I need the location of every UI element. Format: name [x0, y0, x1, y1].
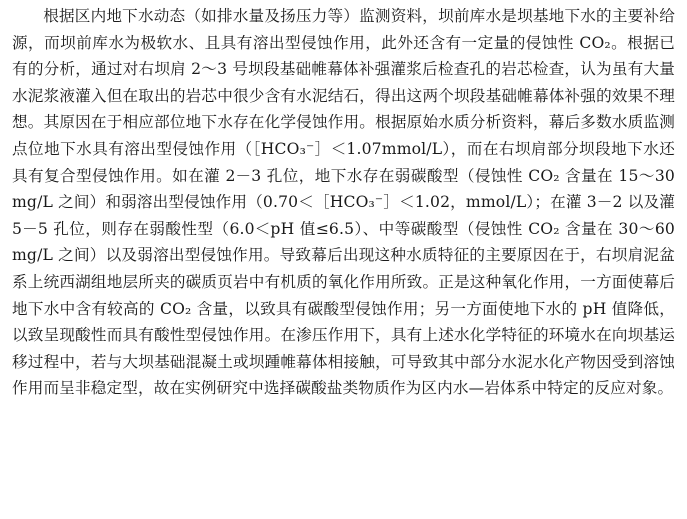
paragraph-text: 根据区内地下水动态（如排水量及扬压力等）监测资料，坝前库水是坝基地下水的主要补给源，而坝前库水为极软水、且具有溶出型侵蚀作用，此外还含有一定量的侵蚀性 CO₂。根据已有的分析，通过对右坝肩 2～3 号坝段基础帷幕体补强灌浆后检查孔的岩芯检查，认为虽有大量水泥浆液灌入但在取出的岩芯中很少含有水泥结石，得出这两个坝段基础帷幕体补强的效果不理想。其原因在于相应部位地下水存在化学侵蚀作用。根据原始水质分析资料，幕后多数水质监测点位地下水具有溶出型侵蚀作用（［HCO₃⁻］＜1.07mmol/L），而在右坝肩部分坝段地下水还具有复合型侵蚀作用。如在灌 2－3 孔位，地下水存在弱碳酸型（侵蚀性 CO₂ 含量在 15～30mg/L 之间）和弱溶出型侵蚀作用（0.70＜［HCO₃⁻］＜1.02，mmol/L）；在灌 3－2 以及灌 5－5 孔位，则存在弱酸性型（6.0＜pH 值≤6.5）、中等碳酸型（侵蚀性 CO₂ 含量在 30～60 mg/L 之间）以及弱溶出型侵蚀作用。导致幕后出现这种水质特征的主要原因在于，右坝肩泥盆系上统西湖组地层所夹的碳质页岩中有机质的氧化作用所致。正是这种氧化作用，一方面使幕后地下水中含有较高的 CO₂ 含量，以致具有碳酸型侵蚀作用；另一方面使地下水的 pH 值降低，以致呈现酸性而具有酸性型侵蚀作用。在渗压作用下，具有上述水化学特征的环境水在向坝基运移过程中，若与大坝基础混凝土或坝踵帷幕体相接触，可导致其中部分水泥水化产物因受到溶蚀作用而呈非稳定型，故在实例研究中选择碳酸盐类物质作为区内水—岩体系中特定的反应对象。 [12, 7, 675, 398]
body-paragraph [12, 3, 675, 402]
